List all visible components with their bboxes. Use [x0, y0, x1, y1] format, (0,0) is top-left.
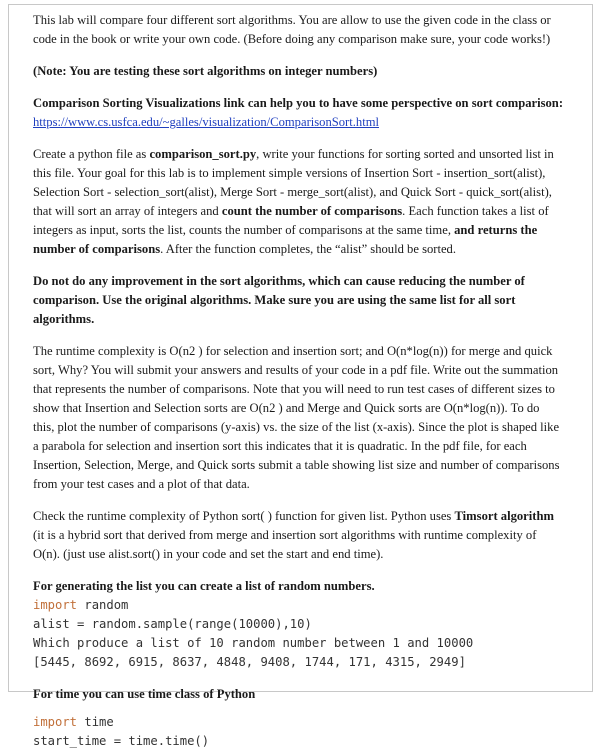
task-returns-emphasis: and returns the number of comparisons	[33, 223, 538, 256]
random-heading: For generating the list you can create a list of random numbers.	[33, 579, 375, 593]
code-import-module: random	[77, 598, 129, 612]
task-text-b: , write your functions for sorting sorted and unsorted list in this file. Your goal for this lab is to implement simple versions of Insertion Sort - insertion_sort(alist), Selection Sort - selection_sort(alist), Merge Sort - merge_sort(alist), and Quick Sort - quick_sort(alist), that will sort an array of integers and	[33, 147, 554, 218]
runtime-paragraph: The runtime complexity is O(n2 ) for selection and insertion sort; and O(n*log(n)) for merge and quick sort, Why? You will submit your answers and results of your code in a pdf file. Write out the summation that represents the number of comparisons. Note that you will need to run test cases of different sizes to show that Insertion and Selection sorts are O(n2 ) and Merge and Quick sorts are O(n*log(n)). To do this, plot the number of comparisons (y-axis) vs. the size of the list (x-axis). Since the plot is shaped like a parabola for selection and insertion sort this indicates that it is quadratic. In the pdf file, for each Insertion, Selection, Merge, and Quick sorts submit a table showing list size and number of comparisons from your test cases and a plot of that data.	[33, 344, 560, 491]
code-start-time-line: start_time = time.time()	[33, 734, 210, 748]
task-file-name: comparison_sort.py	[149, 147, 257, 161]
visualization-link[interactable]: https://www.cs.usfca.edu/~galles/visualization/ComparisonSort.html	[33, 115, 379, 129]
note-paragraph: (Note: You are testing these sort algorithms on integer numbers)	[33, 64, 378, 78]
task-count-emphasis: count the number of comparisons	[221, 204, 403, 218]
code-import-module: time	[77, 715, 114, 729]
timsort-paragraph	[33, 507, 563, 564]
intro-paragraph: This lab will compare four different sort algorithms. You are allow to use the given code in the class or code in the book or write your own code. (Before doing any comparison make sure, your code works!)	[33, 13, 551, 46]
document-content	[33, 11, 563, 751]
time-heading: For time you can use time class of Python	[33, 687, 256, 701]
code-sample-line: alist = random.sample(range(10000),10)	[33, 617, 312, 631]
code-block-random	[33, 596, 563, 672]
task-text-a: Create a python file as	[33, 147, 150, 161]
code-output-line: [5445, 8692, 6915, 8637, 4848, 9408, 1744, 171, 4315, 2949]	[33, 655, 466, 669]
timsort-name: Timsort algorithm	[454, 509, 554, 523]
document-page	[8, 4, 593, 748]
timsort-text-a: Check the runtime complexity of Python sort( ) function for given list. Python uses	[33, 509, 455, 523]
timsort-text-b: (it is a hybrid sort that derived from merge and insertion sort algorithms with runtime complexity of O(n). (just use alist.sort() in your code and set the start and end time).	[33, 528, 537, 561]
code-description-line: Which produce a list of 10 random number between 1 and 10000	[33, 636, 474, 650]
code-import-keyword: import	[33, 715, 78, 729]
task-text-c: . Each function takes a list of integers as input, sorts the list, counts the number of comparisons at the same time,	[33, 204, 549, 237]
task-paragraph	[33, 145, 563, 259]
visualization-heading: Comparison Sorting Visualizations link can help you to have some perspective on sort comparison:	[33, 96, 564, 110]
task-text-d: . After the function completes, the “alist” should be sorted.	[160, 242, 456, 256]
code-import-keyword: import	[33, 598, 78, 612]
warning-paragraph: Do not do any improvement in the sort algorithms, which can cause reducing the number of comparison. Use the original algorithms. Make sure you are using the same list for all sort algorithms.	[33, 274, 525, 326]
code-block-time	[33, 713, 563, 751]
